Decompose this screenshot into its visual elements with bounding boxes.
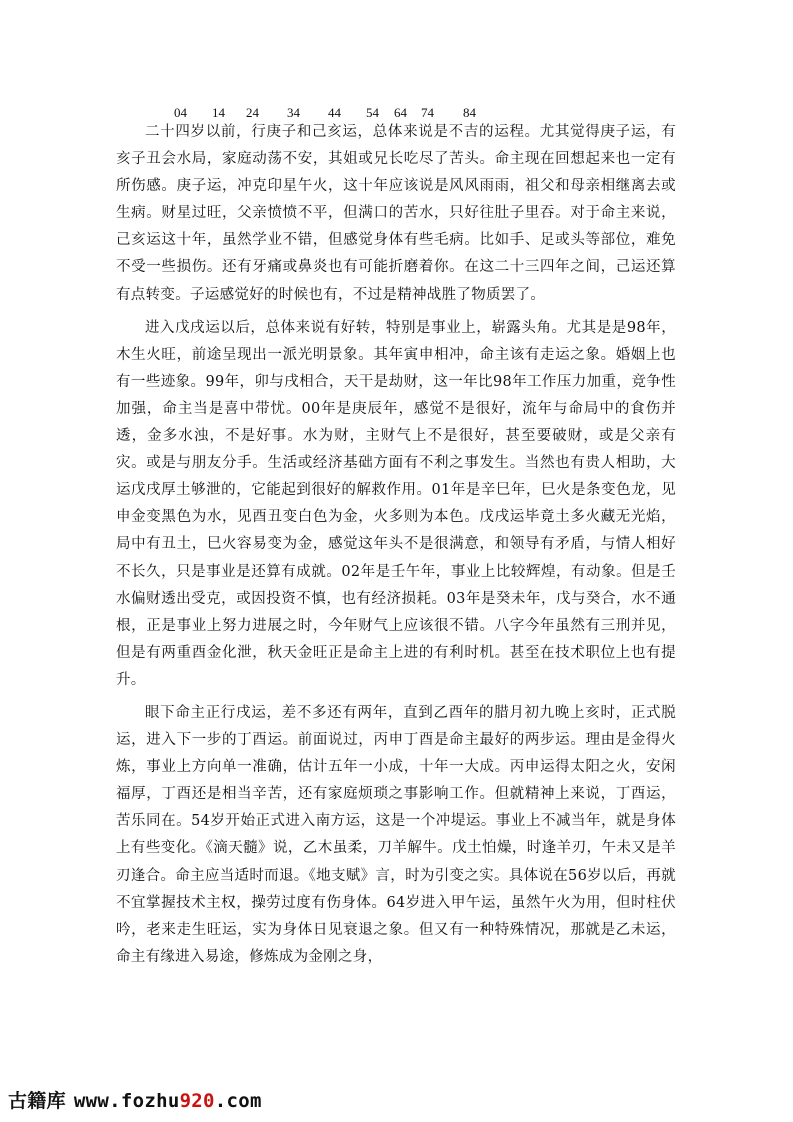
age-label: 44	[328, 105, 341, 120]
site-domain-suffix: .com	[214, 1090, 262, 1112]
age-label: 14	[212, 105, 225, 120]
age-label: 84	[463, 105, 476, 120]
site-domain-number: 920	[179, 1090, 215, 1112]
paragraph: 进入戊戌运以后，总体来说有好转，特别是事业上，崭露头角。尤其是是98年，木生火旺，前途呈现出一派光明景象。其年寅申相冲，命主该有走运之象。婚姻上也有一些迹象。99年，卯与戌相合，天干是劫财，这一年比98年工作压力加重，竞争性加强，命主当是喜中带忧。00年是庚辰年，感觉不是很好，流年与命局中的食伤并透，金多水浊，不是好事。水为财，主财气上不是很好，甚至要破财，或是父亲有灾。或是与朋友分手。生活或经济基础方面有不利之事发生。当然也有贵人相助，大运戊戌厚土够泄的，它能起到很好的解救作用。01年是辛巳年，巳火是条变色龙，见申金变黑色为水，见酉丑变白色为金，火多则为本色。戊戌运毕竟土多火藏无光焰，局中有丑土，巳火容易变为金，感觉这年头不是很满意，和领导有矛盾，与情人相好不长久，只是事业是还算有成就。02年是壬午年，事业上比较辉煌，有动象。但是壬水偏财透出受克，或因投资不慎，也有经济损耗。03年是癸未年，戊与癸合，水不通根，正是事业上努力进展之时，今年财气上应该很不错。八字今年虽然有三刑并见，但是有两重酉金化泄，秋天金旺正是命主上进的有利时机。甚至在技术职位上也有提升。	[116, 319, 676, 688]
age-label: 64	[394, 105, 407, 120]
age-label: 54	[366, 105, 379, 120]
site-domain-prefix: www.fozhu	[73, 1090, 180, 1112]
site-watermark	[8, 1086, 262, 1116]
document-body	[116, 119, 676, 971]
age-label: 34	[287, 105, 300, 120]
paragraph: 眼下命主正行戌运，差不多还有两年，直到乙酉年的腊月初九晚上亥时，正式脱运，进入下一步的丁酉运。前面说过，丙申丁酉是命主最好的两步运。理由是金得火炼，事业上方向单一准确，估计五年一小成，十年一大成。丙申运得太阳之火，安闲福厚，丁酉还是相当辛苦，还有家庭烦琐之事影响工作。但就精神上来说，丁酉运，苦乐同在。54岁开始正式进入南方运，这是一个冲堤运。事业上不减当年，就是身体上有些变化。《滴天髓》说，乙木虽柔，刀羊解牛。戊土怕燥，时逢羊刃，午未又是羊刃逢合。命主应当适时而退。《地支赋》言，时为引变之实。具体说在56岁以后，再就不宜掌握技术主权，操劳过度有伤身体。64岁进入甲午运，虽然午火为用，但时柱伏吟，老来走生旺运，实为身体日见衰退之象。但又有一种特殊情况，那就是乙未运，命主有缘进入易途，修炼成为金刚之身，	[116, 704, 676, 965]
age-label: 24	[246, 105, 259, 120]
paragraph: 二十四岁以前，行庚子和己亥运，总体来说是不吉的运程。尤其觉得庚子运，有亥子丑会水局，家庭动荡不安，其姐或兄长吃尽了苦头。命主现在回想起来也一定有所伤感。庚子运，冲克印星午火，这十年应该说是风风雨雨，祖父和母亲相继离去或生病。财星过旺，父亲愤愤不平，但满口的苦水，只好往肚子里吞。对于命主来说，己亥运这十年，虽然学业不错，但感觉身体有些毛病。比如手、足或头等部位，难免不受一些损伤。还有牙痛或鼻炎也有可能折磨着你。在这二十三四年之间，己运还算有点转变。子运感觉好的时候也有，不过是精神战胜了物质罢了。	[116, 124, 676, 303]
age-label: 04	[174, 105, 187, 120]
age-label: 74	[421, 105, 434, 120]
site-name: 古籍库	[8, 1090, 66, 1112]
